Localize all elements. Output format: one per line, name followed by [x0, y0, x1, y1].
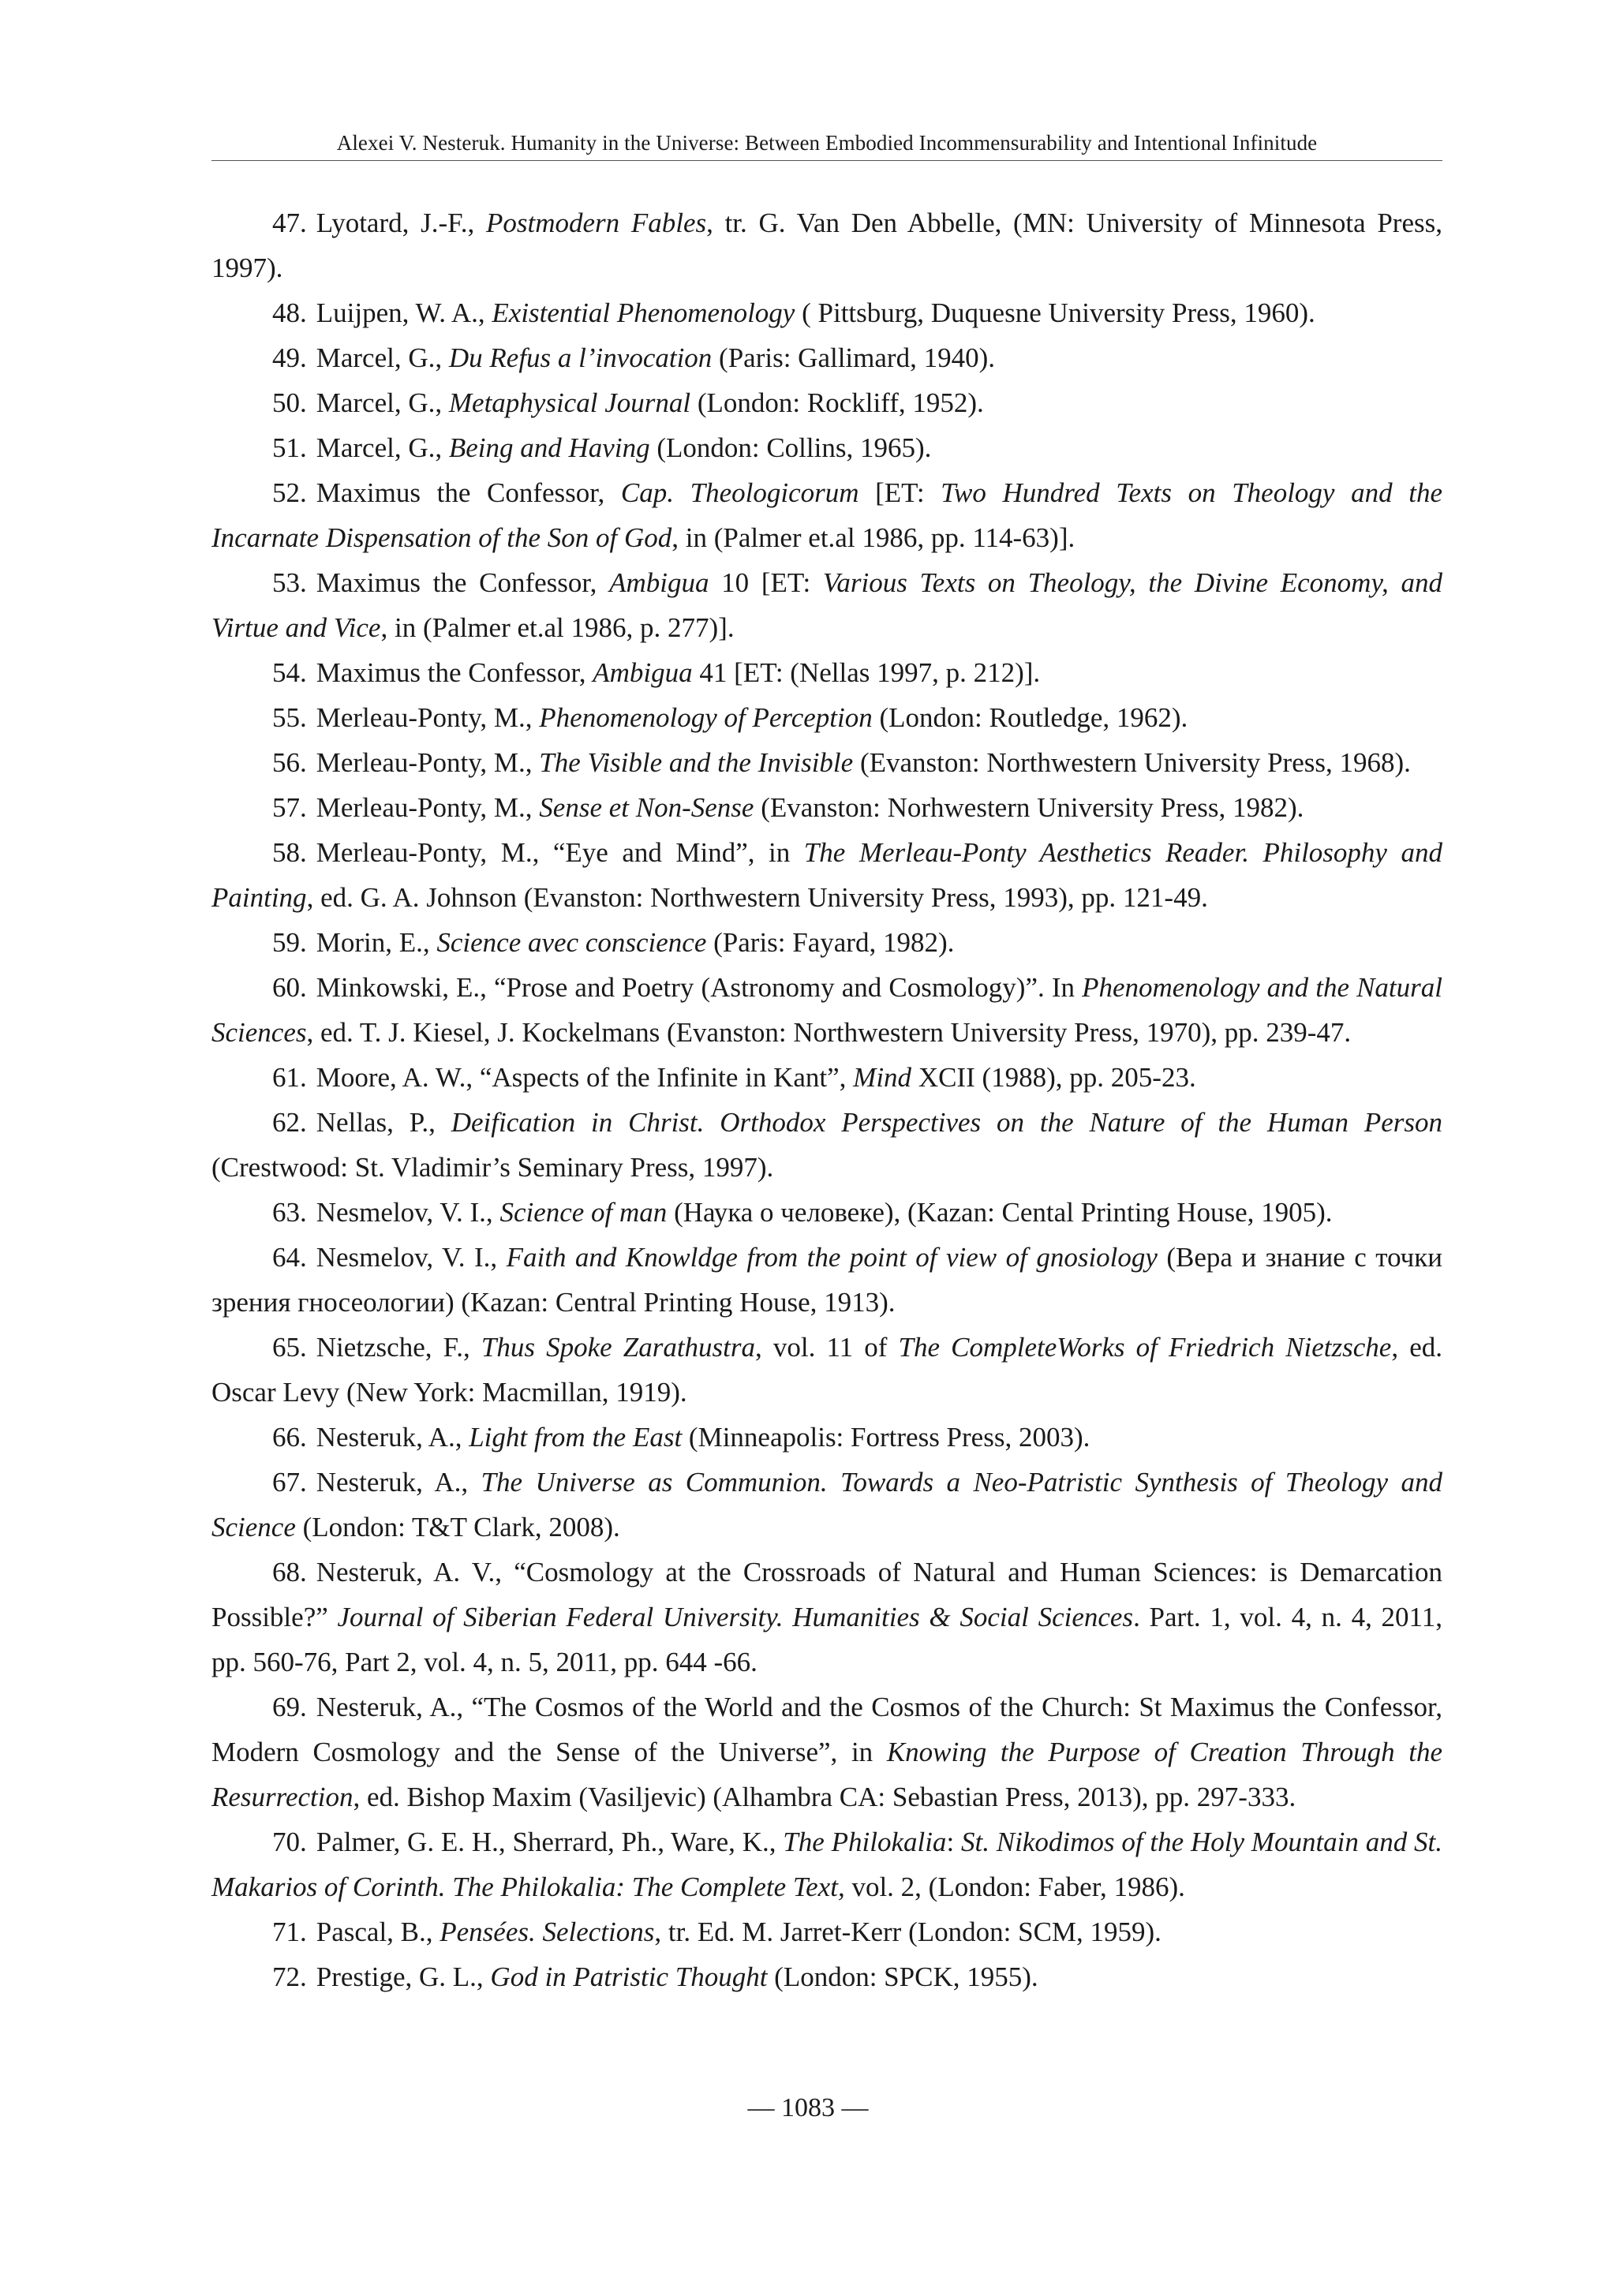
- reference-text: Merleau-Ponty, M., “Eye and Mind”, in: [316, 837, 804, 868]
- reference-text: , tr. G. Van Den Abbelle, (MN: University of Minnesota Press, 1997).: [211, 208, 1442, 283]
- reference-text: Nesteruk, A.,: [316, 1422, 469, 1453]
- reference-title: Sense et Non-Sense: [539, 792, 754, 823]
- reference-text: (Minneapolis: Fortress Press, 2003).: [682, 1422, 1090, 1453]
- reference-number: 51.: [272, 432, 307, 463]
- reference-text: (London: Collins, 1965).: [649, 432, 932, 463]
- reference-text: Marcel, G.,: [316, 342, 449, 373]
- reference-text: Prestige, G. L.,: [316, 1961, 491, 1992]
- running-header: Alexei V. Nesteruk. Humanity in the Universe: Between Embodied Incommensurability and Intentional Infinitude: [336, 131, 1318, 155]
- reference-number: 70.: [272, 1827, 307, 1857]
- reference-text: , in (Palmer et.al 1986, p. 277)].: [380, 612, 735, 643]
- reference-entry: [211, 470, 1442, 560]
- reference-entry: [211, 785, 1442, 830]
- reference-title: Cap. Theologicorum: [620, 477, 859, 508]
- reference-number: 68.: [272, 1557, 307, 1587]
- reference-text: (Evanston: Northwestern University Press, 1968).: [853, 747, 1411, 778]
- reference-title: Metaphysical Journal: [448, 387, 691, 418]
- reference-number: 62.: [272, 1107, 307, 1138]
- reference-text: Nesteruk, A. V., “Cosmology at the Crossroads of Natural and Human Sciences: is Demarcation Possible?”: [211, 1557, 1442, 1632]
- reference-title: The Merleau-Ponty Aesthetics Reader. Philosophy and Painting: [211, 837, 1442, 913]
- reference-text: Nesmelov, V. I.,: [316, 1242, 507, 1273]
- reference-number: 61.: [272, 1062, 307, 1093]
- reference-text: (Evanston: Norhwestern University Press, 1982).: [754, 792, 1304, 823]
- reference-number: 52.: [272, 477, 307, 508]
- reference-text: Merleau-Ponty, M.,: [316, 747, 540, 778]
- reference-entry: [211, 1460, 1442, 1550]
- reference-number: 60.: [272, 972, 307, 1003]
- reference-text: Maximus the Confessor,: [316, 657, 593, 688]
- reference-text: Marcel, G.,: [316, 432, 449, 463]
- reference-title: Postmodern Fables: [485, 208, 707, 238]
- reference-entry: [211, 560, 1442, 650]
- reference-number: 48.: [272, 297, 307, 328]
- reference-title: Du Refus a l’invocation: [448, 342, 713, 373]
- reference-title: Phenomenology and the Natural Sciences: [211, 972, 1442, 1048]
- reference-title: Existential Phenomenology: [492, 297, 795, 328]
- reference-number: 72.: [272, 1961, 307, 1992]
- reference-entry: [211, 1550, 1442, 1685]
- reference-text: Palmer, G. E. H., Sherrard, Ph., Ware, K.,: [316, 1827, 784, 1857]
- reference-entry: [211, 965, 1442, 1055]
- reference-number: 47.: [272, 208, 307, 238]
- reference-entry: [211, 1190, 1442, 1235]
- reference-title: Science avec conscience: [436, 927, 707, 958]
- reference-text: (London: SPCK, 1955).: [767, 1961, 1038, 1992]
- reference-number: 67.: [272, 1467, 307, 1498]
- reference-text: (London: Rockliff, 1952).: [690, 387, 984, 418]
- reference-text: . Part. 1, vol. 4, n. 4, 2011, pp. 560-76, Part 2, vol. 4, n. 5, 2011, pp. 644 -66.: [211, 1602, 1443, 1677]
- reference-title: Ambigua: [593, 657, 693, 688]
- reference-text: , vol. 11 of: [755, 1332, 899, 1363]
- reference-title: Mind: [853, 1062, 912, 1093]
- reference-text: Merleau-Ponty, M.,: [316, 702, 540, 733]
- reference-number: 56.: [272, 747, 307, 778]
- reference-number: 64.: [272, 1242, 307, 1273]
- reference-title: Journal of Siberian Federal University. Humanities & Social Sciences: [337, 1602, 1134, 1632]
- reference-text: XCII (1988), pp. 205-23.: [911, 1062, 1196, 1093]
- reference-text: , ed. G. A. Johnson (Evanston: Northwestern University Press, 1993), pp. 121-49.: [306, 882, 1208, 913]
- reference-title: Ambigua: [609, 567, 709, 598]
- reference-entry: [211, 1909, 1442, 1954]
- reference-title: Thus Spoke Zarathustra: [481, 1332, 756, 1363]
- reference-text: vol. 2, (London: Faber, 1986).: [844, 1872, 1185, 1902]
- reference-number: 69.: [272, 1692, 307, 1722]
- reference-entry: [211, 1055, 1442, 1100]
- reference-text: Nesmelov, V. I.,: [316, 1197, 500, 1228]
- reference-text: , ed. Oscar Levy (New York: Macmillan, 1919).: [211, 1332, 1442, 1408]
- reference-text: Pascal, B.,: [316, 1916, 440, 1947]
- reference-text: , in (Palmer et.al 1986, pp. 114-63)].: [671, 522, 1075, 553]
- reference-number: 65.: [272, 1332, 307, 1363]
- reference-entry: [211, 740, 1442, 785]
- reference-number: 59.: [272, 927, 307, 958]
- reference-text: , ed. T. J. Kiesel, J. Kockelmans (Evanston: Northwestern University Press, 1970), pp. 239-47.: [306, 1017, 1352, 1048]
- reference-entry: [211, 650, 1442, 695]
- reference-number: 63.: [272, 1197, 307, 1228]
- reference-number: 58.: [272, 837, 307, 868]
- reference-text: 41 [ET: (Nellas 1997, p. 212)].: [692, 657, 1041, 688]
- reference-text: (Paris: Gallimard, 1940).: [712, 342, 995, 373]
- reference-text: (Наука о человеке), (Kazan: Cental Printing House, 1905).: [667, 1197, 1333, 1228]
- reference-text: Merleau-Ponty, M.,: [316, 792, 540, 823]
- reference-text: Nesteruk, A., “The Cosmos of the World and the Cosmos of the Church: St Maximus the Confessor, Modern Cosmology and the Sense of the Universe”, in: [211, 1692, 1442, 1767]
- reference-title: Faith and Knowldge from the point of view of gnosiology: [506, 1242, 1158, 1273]
- reference-entry: [211, 830, 1442, 920]
- reference-text: , ed. Bishop Maxim (Vasiljevic) (Alhambra CA: Sebastian Press, 2013), pp. 297-333.: [353, 1782, 1296, 1812]
- reference-title: Deification in Christ. Orthodox Perspectives on the Nature of the Human Person: [451, 1107, 1442, 1138]
- reference-entry: [211, 1235, 1442, 1325]
- reference-title: The Philokalia: [783, 1827, 947, 1857]
- reference-title: God in Patristic Thought: [490, 1961, 768, 1992]
- reference-title: Being and Having: [448, 432, 650, 463]
- reference-title: Various Texts on Theology, the Divine Economy, and Virtue and Vice: [211, 567, 1442, 643]
- reference-number: 50.: [272, 387, 307, 418]
- reference-text: Nesteruk, A.,: [316, 1467, 481, 1498]
- reference-text: Marcel, G.,: [316, 387, 449, 418]
- reference-title: Knowing the Purpose of Creation Through the Resurrection: [211, 1737, 1442, 1812]
- reference-entry: [211, 1819, 1442, 1909]
- reference-text: Morin, E.,: [316, 927, 437, 958]
- reference-text: :: [946, 1827, 961, 1857]
- reference-text: [ET:: [858, 477, 941, 508]
- reference-entry: [211, 335, 1442, 380]
- reference-list: [211, 200, 1442, 1999]
- reference-text: Minkowski, E., “Prose and Poetry (Astronomy and Cosmology)”. In: [316, 972, 1083, 1003]
- reference-title: The Visible and the Invisible: [539, 747, 854, 778]
- reference-text: Nietzsche, F.,: [316, 1332, 481, 1363]
- reference-number: 57.: [272, 792, 307, 823]
- reference-number: 71.: [272, 1916, 307, 1947]
- reference-text: (Crestwood: St. Vladimir’s Seminary Press, 1997).: [211, 1152, 774, 1183]
- reference-title: Science of man: [499, 1197, 668, 1228]
- reference-title: The CompleteWorks of Friedrich Nietzsche: [898, 1332, 1392, 1363]
- reference-title: Light from the East: [469, 1422, 683, 1453]
- reference-entry: [211, 1954, 1442, 1999]
- reference-text: Lyotard, J.-F.,: [316, 208, 486, 238]
- reference-entry: [211, 290, 1442, 335]
- reference-number: 55.: [272, 702, 307, 733]
- reference-number: 49.: [272, 342, 307, 373]
- reference-text: Maximus the Confessor,: [316, 567, 610, 598]
- reference-text: Luijpen, W. A.,: [316, 297, 492, 328]
- reference-entry: [211, 695, 1442, 740]
- reference-text: (Paris: Fayard, 1982).: [706, 927, 955, 958]
- reference-entry: [211, 920, 1442, 965]
- reference-entry: [211, 425, 1442, 470]
- header-divider: [211, 160, 1442, 161]
- reference-text: 10 [ET:: [709, 567, 823, 598]
- reference-title: St. Nikodimos of the Holy Mountain and St. Makarios of Corinth. The Philokalia: The Complete Text,: [211, 1827, 1443, 1902]
- reference-number: 66.: [272, 1422, 307, 1453]
- reference-text: Moore, A. W., “Aspects of the Infinite in Kant”,: [316, 1062, 854, 1093]
- reference-entry: [211, 380, 1442, 425]
- reference-title: The Universe as Communion. Towards a Neo-Patristic Synthesis of Theology and Science: [211, 1467, 1442, 1543]
- reference-entry: [211, 1685, 1442, 1819]
- reference-entry: [211, 1415, 1442, 1460]
- reference-title: Two Hundred Texts on Theology and the Incarnate Dispensation of the Son of God: [211, 477, 1442, 553]
- reference-text: (Вера и знание с точки зрения гносеологии) (Kazan: Central Printing House, 1913).: [211, 1242, 1442, 1318]
- reference-text: (London: T&T Clark, 2008).: [295, 1512, 620, 1543]
- reference-text: ( Pittsburg, Duquesne University Press, 1960).: [795, 297, 1315, 328]
- reference-entry: [211, 1325, 1442, 1415]
- reference-number: 54.: [272, 657, 307, 688]
- reference-text: Maximus the Confessor,: [316, 477, 621, 508]
- page-number: — 1083 —: [747, 2093, 869, 2122]
- reference-entry: [211, 200, 1442, 290]
- reference-title: Phenomenology of Perception: [539, 702, 873, 733]
- reference-text: , tr. Ed. M. Jarret-Kerr (London: SCM, 1959).: [654, 1916, 1162, 1947]
- reference-text: (London: Routledge, 1962).: [872, 702, 1188, 733]
- reference-number: 53.: [272, 567, 307, 598]
- reference-title: Pensées. Selections: [440, 1916, 655, 1947]
- reference-text: Nellas, P.,: [316, 1107, 451, 1138]
- reference-entry: [211, 1100, 1442, 1190]
